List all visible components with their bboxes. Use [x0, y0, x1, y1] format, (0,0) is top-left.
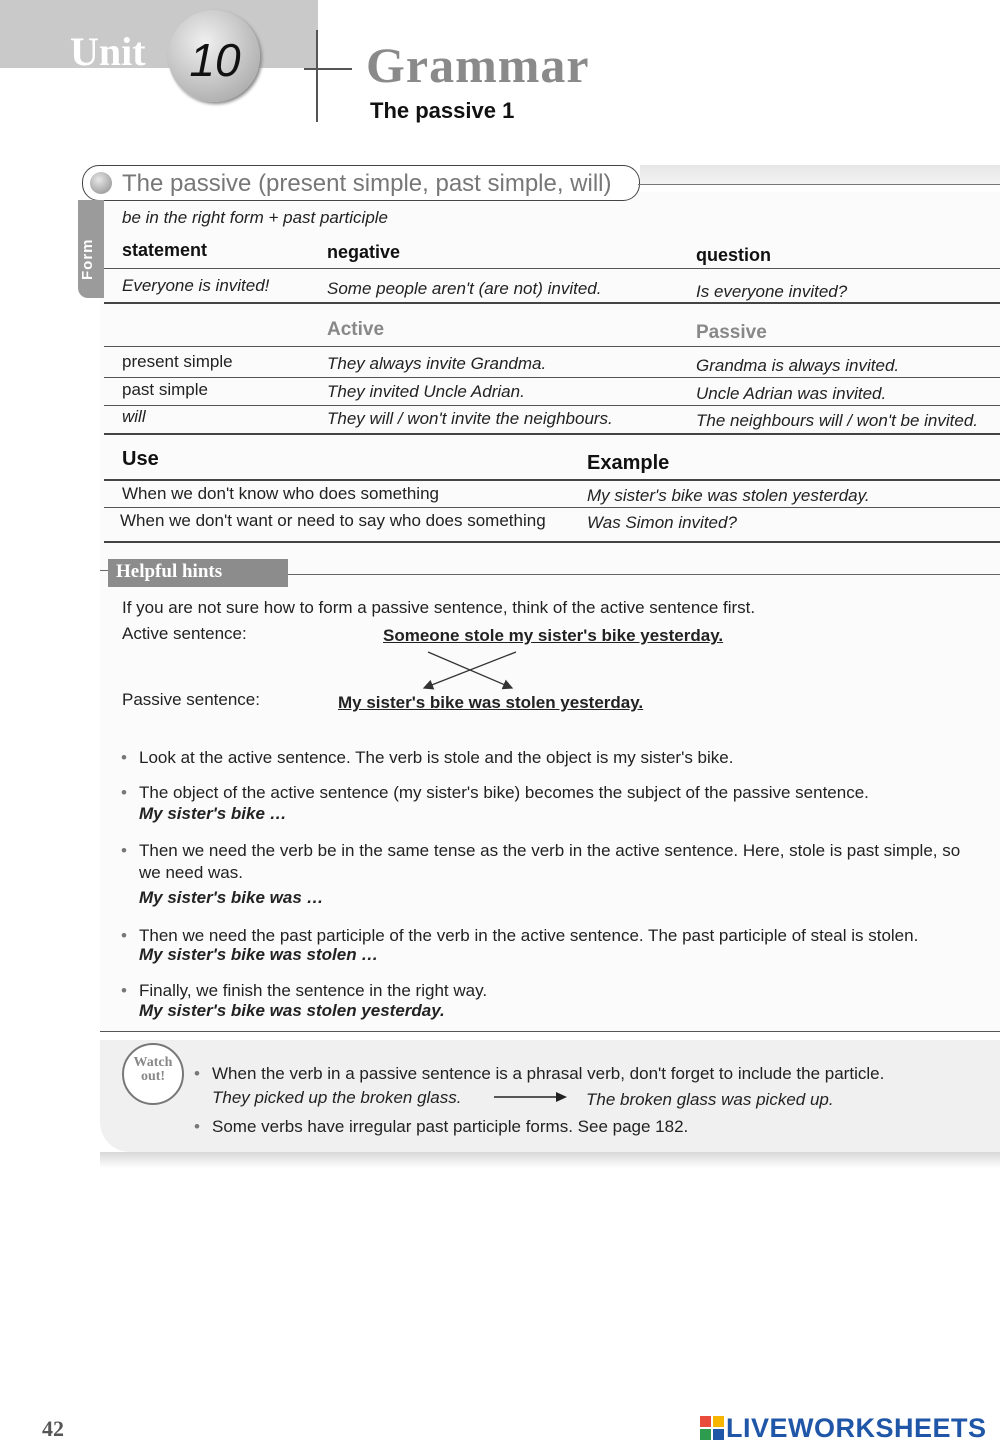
panel-shadow — [100, 1152, 1000, 1168]
panel-shadow — [640, 165, 1000, 185]
hint-bullet: • Then we need the verb be in the same tense as the verb in the active sentence. Here, stole is past simple, so we need was. — [139, 840, 979, 884]
liveworksheets-logo-icon — [700, 1416, 724, 1440]
table-rule — [104, 346, 1000, 347]
hint-example: My sister's bike was stolen … — [139, 945, 379, 964]
active-example: They invited Uncle Adrian. — [327, 382, 525, 401]
table-rule — [104, 507, 1000, 508]
active-example: They always invite Grandma. — [327, 354, 547, 373]
divider — [288, 574, 1000, 575]
passive-sentence: My sister's bike was stolen yesterday. — [338, 693, 644, 712]
hint-bullet: • Finally, we finish the sentence in the right way. — [139, 981, 979, 1001]
hint-bullet: • Then we need the past participle of the verb in the active sentence. The past participle of steal is stolen. — [139, 926, 979, 946]
divider — [100, 1031, 1000, 1032]
page-number: 42 — [42, 1416, 64, 1441]
use-text: When we don't want or need to say who does something — [120, 511, 546, 530]
unit-banner — [0, 0, 318, 68]
table-rule — [104, 377, 1000, 378]
table-rule — [104, 479, 1000, 481]
table-rule — [104, 302, 1000, 304]
unit-label: Unit — [70, 29, 146, 74]
watch-out-label: Watch out! — [133, 1055, 173, 1084]
passive-example: The neighbours will / won't be invited. — [696, 411, 979, 430]
active-sentence: Someone stole my sister's bike yesterday. — [383, 626, 724, 645]
tense-label: past simple — [122, 380, 208, 399]
divider — [100, 570, 108, 571]
tense-label: will — [122, 407, 146, 426]
statement-header: statement — [122, 240, 208, 260]
form-tab-label: Form — [79, 238, 96, 280]
liveworksheets-brand[interactable]: LIVEWORKSHEETS — [726, 1413, 987, 1443]
use-example: My sister's bike was stolen yesterday. — [587, 486, 870, 505]
swap-arrows-icon — [410, 648, 522, 692]
watch-out-point: • Some verbs have irregular past participle forms. See page 182. — [212, 1117, 982, 1137]
active-sentence-label: Active sentence: — [122, 624, 247, 643]
header-tick — [304, 68, 352, 70]
use-text: When we don't know who does something — [122, 484, 439, 503]
unit-number: 10 — [189, 34, 241, 86]
hints-label: Helpful hints — [116, 561, 223, 582]
hint-example: My sister's bike … — [139, 804, 287, 823]
section-title: The passive (present simple, past simple, will) — [122, 170, 612, 197]
arrow-right-icon — [494, 1091, 568, 1103]
watch-out-point: • When the verb in a passive sentence is a phrasal verb, don't forget to include the particle. — [212, 1064, 982, 1084]
example-header: Example — [587, 452, 670, 474]
form-rule: be in the right form + past participle — [122, 208, 388, 227]
tense-label: present simple — [122, 352, 233, 371]
statement-example: Everyone is invited! — [122, 276, 270, 295]
hint-example: My sister's bike was stolen yesterday. — [139, 1001, 445, 1020]
table-rule — [104, 268, 1000, 269]
question-example: Is everyone invited? — [696, 282, 848, 301]
hint-bullet: • Look at the active sentence. The verb is stole and the object is my sister's bike. — [139, 748, 979, 768]
passive-header: Passive — [696, 322, 767, 343]
watch-out-active-example: They picked up the broken glass. — [212, 1088, 462, 1107]
negative-header: negative — [327, 242, 401, 262]
page-title: Grammar — [366, 37, 590, 93]
table-rule — [104, 541, 1000, 543]
page-subtitle: The passive 1 — [370, 98, 515, 123]
table-rule — [104, 405, 1000, 406]
active-example: They will / won't invite the neighbours. — [327, 409, 613, 428]
table-rule — [104, 433, 1000, 435]
passive-example: Grandma is always invited. — [696, 356, 900, 375]
passive-sentence-label: Passive sentence: — [122, 690, 260, 709]
header-divider — [316, 30, 318, 122]
bullet-icon — [90, 172, 112, 194]
hint-bullet: • The object of the active sentence (my sister's bike) becomes the subject of the passive sentence. — [139, 783, 979, 803]
passive-example: Uncle Adrian was invited. — [696, 384, 887, 403]
watch-out-passive-example: The broken glass was picked up. — [586, 1090, 834, 1109]
use-example: Was Simon invited? — [587, 513, 737, 532]
question-header: question — [696, 245, 771, 265]
divider — [638, 184, 1000, 185]
active-header: Active — [327, 319, 385, 340]
use-header: Use — [122, 448, 159, 470]
negative-example: Some people aren't (are not) invited. — [327, 279, 602, 298]
hints-intro: If you are not sure how to form a passive sentence, think of the active sentence first. — [122, 598, 756, 617]
hint-example: My sister's bike was … — [139, 888, 324, 907]
